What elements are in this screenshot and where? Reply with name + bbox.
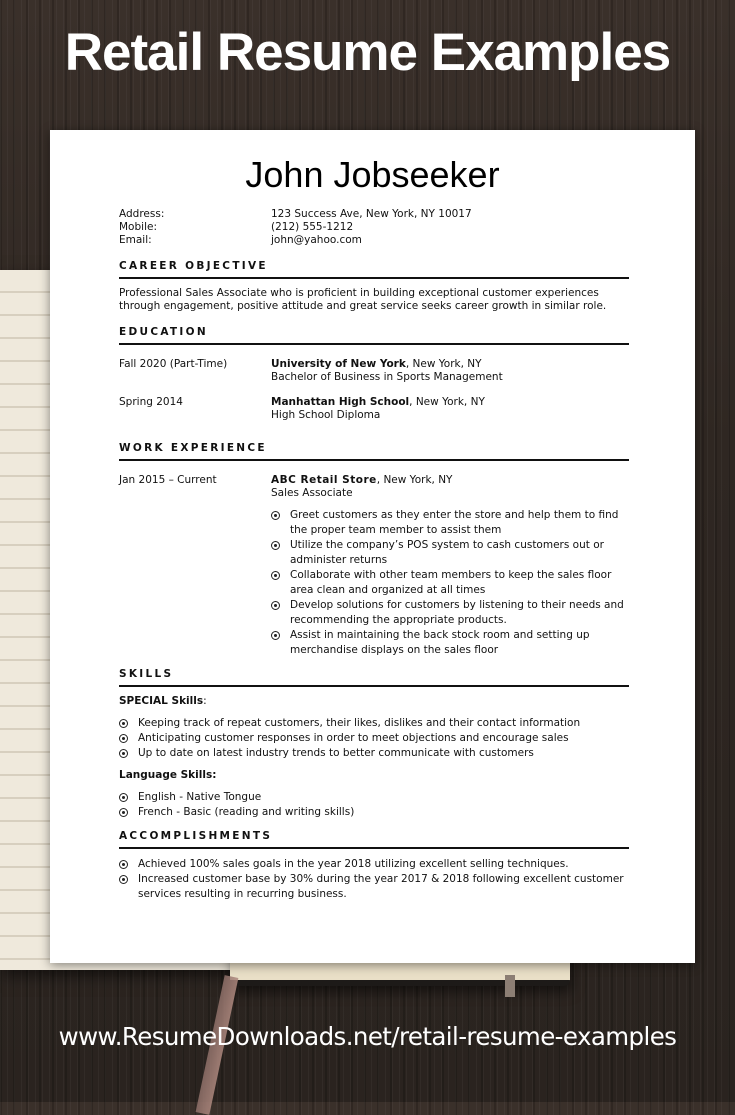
bullet-icon bbox=[271, 511, 280, 520]
language-skills-list bbox=[119, 790, 629, 820]
list-item: English - Native Tongue bbox=[119, 790, 629, 805]
work-entry bbox=[119, 474, 629, 658]
bullet-icon bbox=[119, 875, 128, 884]
accomplishments-list bbox=[119, 857, 629, 902]
degree: Bachelor of Business in Sports Management bbox=[271, 371, 503, 383]
contact-email bbox=[119, 234, 629, 247]
degree: High School Diploma bbox=[271, 409, 381, 421]
section-heading-work: WORK EXPERIENCE bbox=[119, 442, 629, 461]
contact-value: 123 Success Ave, New York, NY 10017 bbox=[271, 208, 472, 220]
bullet-icon bbox=[271, 541, 280, 550]
special-skills-list bbox=[119, 716, 629, 761]
list-item: French - Basic (reading and writing skills) bbox=[119, 805, 629, 820]
school-name: University of New York bbox=[271, 358, 406, 370]
banner-title: Retail Resume Examples bbox=[64, 23, 671, 82]
entry-date: Fall 2020 (Part-Time) bbox=[119, 358, 228, 370]
list-item: Develop solutions for customers by listening to their needs and recommending the appropriate products. bbox=[271, 598, 629, 628]
contact-value: (212) 555-1212 bbox=[271, 221, 354, 233]
job-title: Sales Associate bbox=[271, 487, 353, 499]
bullet-icon bbox=[119, 734, 128, 743]
education-entry bbox=[119, 358, 629, 384]
footer-url-link[interactable]: www.ResumeDownloads.net/retail-resume-examples bbox=[58, 1022, 677, 1051]
section-heading-education: EDUCATION bbox=[119, 326, 629, 345]
entry-date: Jan 2015 – Current bbox=[119, 474, 217, 486]
language-skills-label: Language Skills: bbox=[119, 769, 217, 781]
contact-address bbox=[119, 208, 629, 221]
list-item: Achieved 100% sales goals in the year 2018 utilizing excellent selling techniques. bbox=[119, 857, 629, 872]
objective-text: Professional Sales Associate who is proficient in building exceptional customer experiences through engagement, positive attitude and great service seeks career growth in similar role. bbox=[119, 287, 607, 312]
resume-name: John Jobseeker bbox=[245, 154, 500, 195]
section-heading-accomplishments: ACCOMPLISHMENTS bbox=[119, 830, 629, 849]
list-item: Greet customers as they enter the store and help them to find the proper team member to assist them bbox=[271, 508, 629, 538]
list-item: Utilize the company’s POS system to cash customers out or administer returns bbox=[271, 538, 629, 568]
section-heading-objective: CAREER OBJECTIVE bbox=[119, 260, 629, 279]
bullet-icon bbox=[119, 808, 128, 817]
school-location: , New York, NY bbox=[409, 396, 485, 408]
duties-list bbox=[271, 508, 629, 658]
section-heading-skills: SKILLS bbox=[119, 668, 629, 687]
contact-mobile bbox=[119, 221, 629, 234]
bullet-icon bbox=[271, 571, 280, 580]
bullet-icon bbox=[119, 793, 128, 802]
list-item: Anticipating customer responses in order to meet objections and encourage sales bbox=[119, 731, 629, 746]
list-item: Collaborate with other team members to keep the sales floor area clean and organized at all times bbox=[271, 568, 629, 598]
education-entry bbox=[119, 396, 629, 422]
entry-detail bbox=[271, 474, 629, 658]
school-name: Manhattan High School bbox=[271, 396, 410, 408]
list-item: Keeping track of repeat customers, their likes, dislikes and their contact information bbox=[119, 716, 629, 731]
resume-page bbox=[50, 130, 695, 963]
bookmark-ribbon-small bbox=[505, 975, 515, 997]
contact-block bbox=[119, 208, 629, 247]
contact-label: Email: bbox=[119, 234, 152, 246]
bullet-icon bbox=[271, 601, 280, 610]
bullet-icon bbox=[119, 749, 128, 758]
bullet-icon bbox=[119, 860, 128, 869]
contact-label: Mobile: bbox=[119, 221, 157, 233]
contact-label: Address: bbox=[119, 208, 165, 220]
bullet-icon bbox=[119, 719, 128, 728]
entry-detail bbox=[271, 396, 629, 422]
school-location: , New York, NY bbox=[405, 358, 482, 370]
entry-date: Spring 2014 bbox=[119, 396, 183, 408]
company-name: ABC Retail Store bbox=[271, 474, 377, 486]
list-item: Up to date on latest industry trends to better communicate with customers bbox=[119, 746, 629, 761]
list-item: Assist in maintaining the back stock room and setting up merchandise displays on the sales floor bbox=[271, 628, 629, 658]
bullet-icon bbox=[271, 631, 280, 640]
list-item: Increased customer base by 30% during the year 2017 & 2018 following excellent customer services resulting in recurring business. bbox=[119, 872, 629, 902]
entry-detail bbox=[271, 358, 629, 384]
contact-value: john@yahoo.com bbox=[271, 234, 362, 246]
resume-content bbox=[119, 208, 629, 902]
company-location: , New York, NY bbox=[376, 474, 453, 486]
special-skills-label: SPECIAL Skills: bbox=[119, 695, 207, 707]
